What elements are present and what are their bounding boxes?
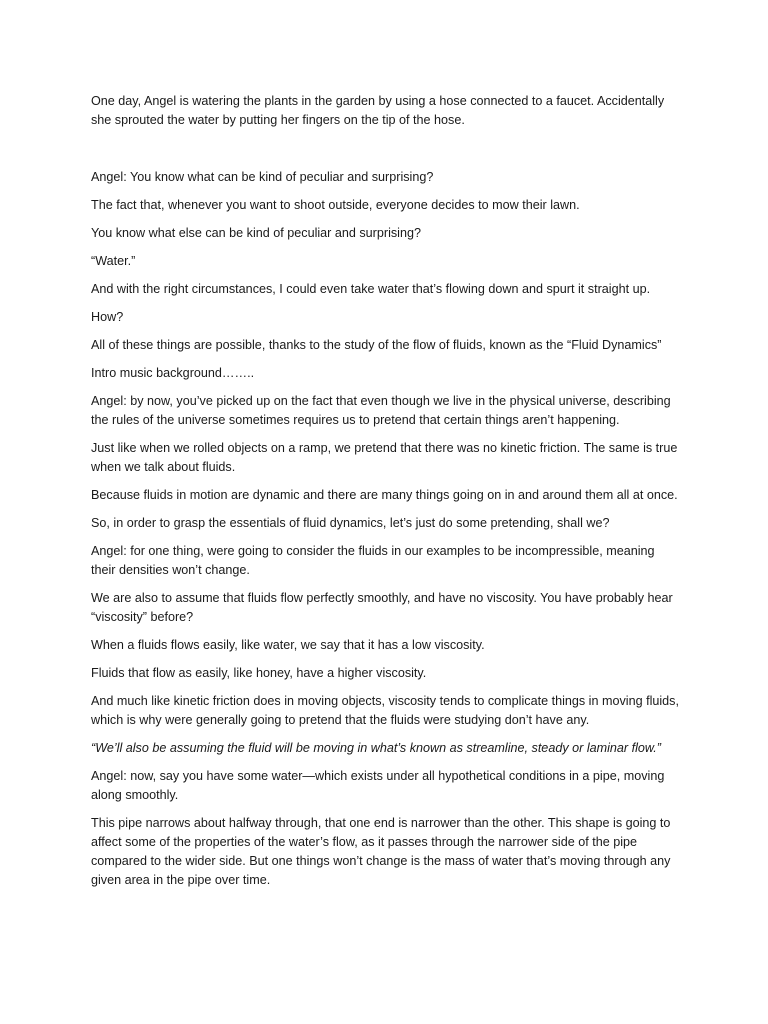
intro-paragraph: One day, Angel is watering the plants in the garden by using a hose connected to a faucet. Accidentally she sprouted the water by putting her fingers on the tip of the hose. <box>91 94 665 127</box>
paragraph: Angel: You know what can be kind of peculiar and surprising? <box>91 170 434 184</box>
paragraph: Angel: now, say you have some water—which exists under all hypothetical conditions in a pipe, moving along smoothly. <box>91 769 665 802</box>
paragraph: How? <box>91 310 124 324</box>
paragraph: When a fluids flows easily, like water, we say that it has a low viscosity. <box>91 638 485 652</box>
paragraph: Angel: for one thing, were going to consider the fluids in our examples to be incompressible, meaning their densities won’t change. <box>91 544 655 577</box>
paragraph: All of these things are possible, thanks to the study of the flow of fluids, known as the “Fluid Dynamics” <box>91 338 662 352</box>
paragraph: And much like kinetic friction does in moving objects, viscosity tends to complicate things in moving fluids, which is why were generally going to pretend that the fluids were studying don’t have any. <box>91 694 679 727</box>
document-body <box>91 92 681 899</box>
paragraph: Because fluids in motion are dynamic and there are many things going on in and around them all at once. <box>91 488 678 502</box>
paragraph: Fluids that flow as easily, like honey, have a higher viscosity. <box>91 666 427 680</box>
paragraph: This pipe narrows about halfway through, that one end is narrower than the other. This shape is going to affect some of the properties of the water’s flow, as it passes through the narrower side of the pipe compared to the wider side. But one things won’t change is the mass of water that’s moving through any given area in the pipe over time. <box>91 816 671 887</box>
paragraph: Angel: by now, you’ve picked up on the fact that even though we live in the physical universe, describing the rules of the universe sometimes requires us to pretend that certain things aren’t happening. <box>91 394 671 427</box>
paragraph: “Water.” <box>91 254 136 268</box>
paragraph: Just like when we rolled objects on a ramp, we pretend that there was no kinetic friction. The same is true when we talk about fluids. <box>91 441 678 474</box>
paragraph: You know what else can be kind of peculiar and surprising? <box>91 226 421 240</box>
paragraph: The fact that, whenever you want to shoot outside, everyone decides to mow their lawn. <box>91 198 580 212</box>
paragraph: And with the right circumstances, I could even take water that’s flowing down and spurt it straight up. <box>91 282 651 296</box>
paragraph: Intro music background…….. <box>91 366 255 380</box>
paragraph: We are also to assume that fluids flow perfectly smoothly, and have no viscosity. You have probably hear “viscosity” before? <box>91 591 673 624</box>
italic-quote: “We’ll also be assuming the fluid will be moving in what’s known as streamline, steady or laminar flow.” <box>91 741 662 755</box>
paragraph: So, in order to grasp the essentials of fluid dynamics, let’s just do some pretending, shall we? <box>91 516 610 530</box>
